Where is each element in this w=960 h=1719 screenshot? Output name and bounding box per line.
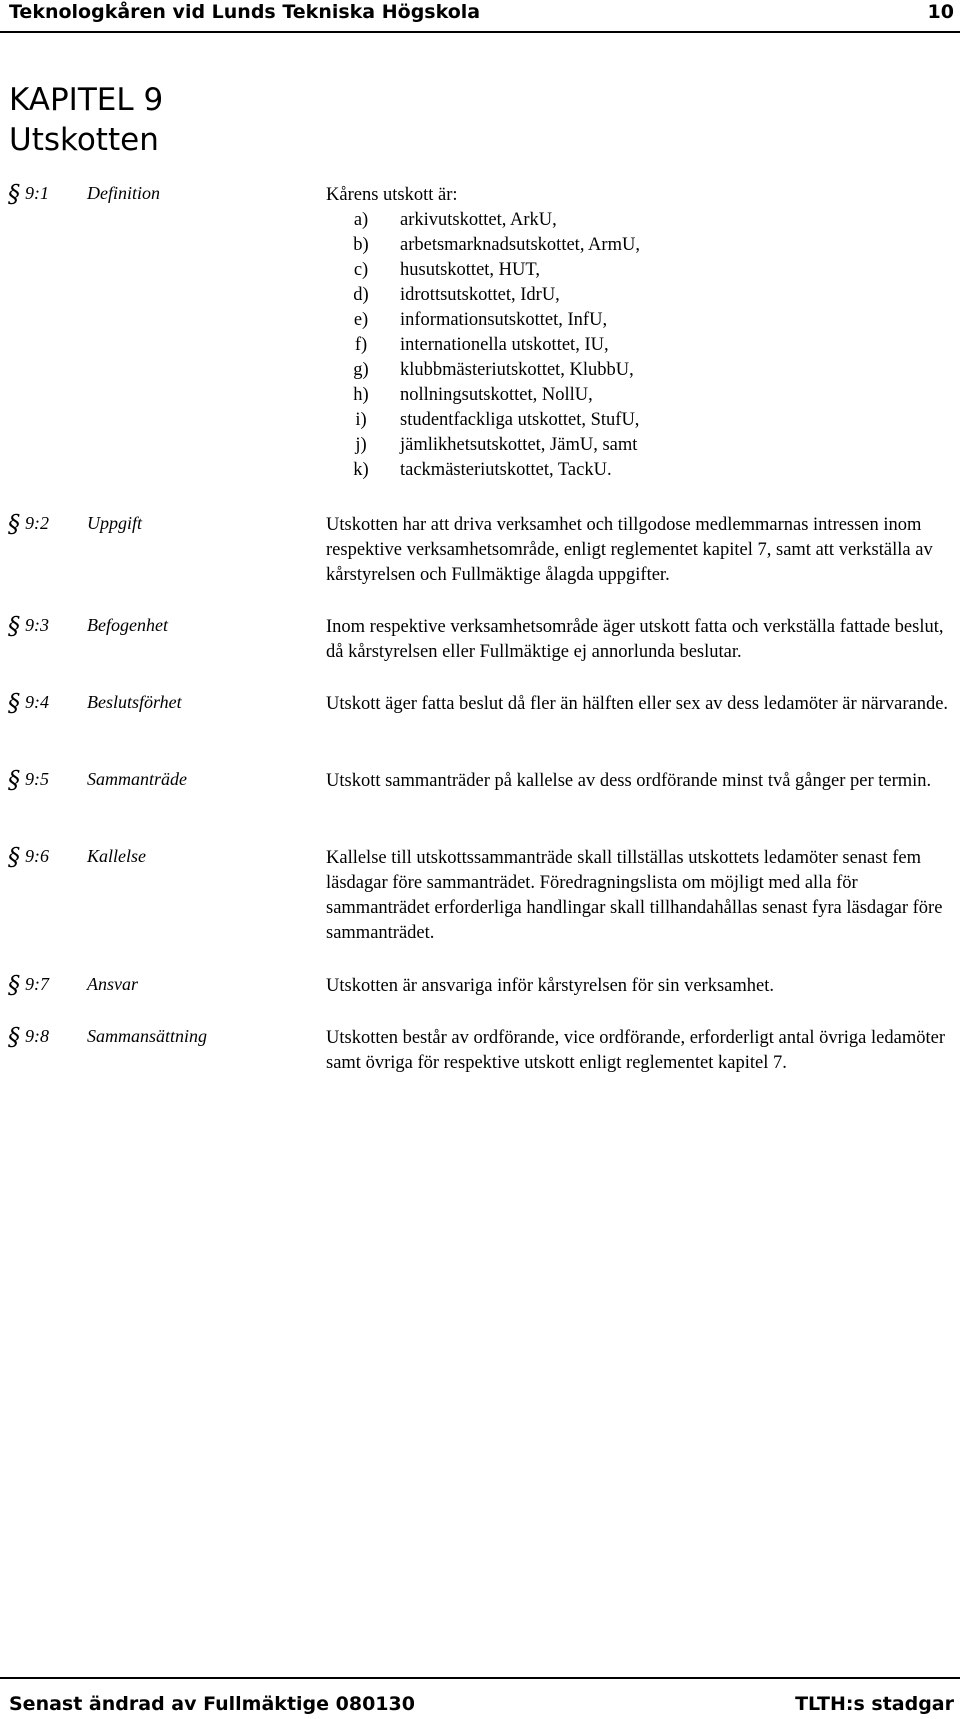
page-header — [0, 0, 960, 32]
list-label: d) — [353, 285, 369, 305]
section-sign: § — [8, 766, 20, 794]
list-text: arbetsmarknadsutskottet, ArmU, — [400, 235, 640, 255]
section-text: Utskott äger fatta beslut då fler än hälften eller sex av dess ledamöter är närvarande. — [326, 694, 949, 714]
footer-revision-note: Senast ändrad av Fullmäktige 080130 — [9, 1693, 415, 1715]
section-number: 9:3 — [25, 615, 49, 635]
list-item — [326, 283, 958, 308]
chapter-heading — [9, 80, 163, 160]
list-item — [326, 308, 958, 333]
list-item — [326, 258, 958, 283]
section-title: Kallelse — [87, 846, 146, 866]
section-intro: Kårens utskott är: — [326, 185, 458, 205]
list-item — [326, 358, 958, 383]
list-text: tackmästeriutskottet, TackU. — [400, 460, 612, 480]
header-title: Teknologkåren vid Lunds Tekniska Högskola — [9, 1, 481, 23]
list-text: husutskottet, HUT, — [400, 260, 540, 280]
section-number: 9:5 — [25, 769, 49, 789]
list-label: i) — [355, 410, 367, 430]
list-text: arkivutskottet, ArkU, — [400, 210, 557, 230]
list-label: g) — [353, 360, 369, 380]
section-sign: § — [8, 843, 20, 871]
page-number: 10 — [927, 1, 954, 23]
list-text: informationsutskottet, InfU, — [400, 310, 608, 330]
list-item — [326, 383, 958, 408]
list-label: k) — [353, 460, 369, 480]
section-title: Uppgift — [87, 513, 143, 533]
list-label: a) — [353, 210, 369, 230]
section-number: 9:8 — [25, 1026, 49, 1046]
section-body — [326, 183, 958, 483]
list-label: c) — [353, 260, 369, 280]
section-text: Utskott sammanträder på kallelse av dess ordförande minst två gånger per termin. — [326, 771, 932, 791]
list-text: klubbmästeriutskottet, KlubbU, — [400, 360, 634, 380]
section-number: 9:1 — [25, 183, 49, 203]
section-sign: § — [8, 971, 20, 999]
section-sign: § — [8, 510, 20, 538]
section-sign: § — [8, 689, 20, 717]
list-label: e) — [353, 310, 369, 330]
list-item — [326, 458, 958, 483]
section-sign: § — [8, 1023, 20, 1051]
header-rule — [0, 31, 960, 33]
list-item — [326, 233, 958, 258]
section-title: Definition — [87, 183, 160, 203]
section-title: Befogenhet — [87, 615, 168, 635]
section-sign: § — [8, 612, 20, 640]
section-number: 9:2 — [25, 513, 49, 533]
list-item — [326, 408, 958, 433]
list-item — [326, 333, 958, 358]
list-item — [326, 433, 958, 458]
footer-rule — [0, 1677, 960, 1679]
section-title: Sammanträde — [87, 769, 187, 789]
footer-document-name: TLTH:s stadgar — [795, 1693, 954, 1715]
list-text: nollningsutskottet, NollU, — [400, 385, 593, 405]
section-number: 9:7 — [25, 974, 49, 994]
page-footer — [0, 1677, 960, 1719]
list-text: jämlikhetsutskottet, JämU, samt — [400, 435, 638, 455]
section-number: 9:4 — [25, 692, 49, 712]
section-text: Utskotten är ansvariga inför kårstyrelsen för sin verksamhet. — [326, 976, 774, 996]
list-label: h) — [353, 385, 369, 405]
section-sign: § — [8, 180, 20, 208]
committee-list — [326, 208, 958, 483]
list-item — [326, 208, 958, 233]
list-label: f) — [354, 335, 368, 355]
chapter-label: KAPITEL 9 — [9, 82, 164, 118]
section-text: Kallelse till utskottssammanträde skall tillställas utskottets ledamöter senast fem läsdagar före sammanträdet. Föredragningslista om möjligt med alla för sammanträdet erforderliga handlingar skall tillhandahållas senast fyra läsdagar före sammanträdet. — [326, 848, 943, 943]
section-title: Beslutsförhet — [87, 692, 182, 712]
section-title: Sammansättning — [87, 1026, 208, 1046]
section-text: Utskotten har att driva verksamhet och tillgodose medlemmarnas intressen inom respektive verksamhetsområde, enligt reglementet kapitel 7, samt att verkställa av kårstyrelsen och Fullmäktige ålagda uppgifter. — [326, 515, 933, 585]
section-title: Ansvar — [87, 974, 138, 994]
section-text: Inom respektive verksamhetsområde äger utskott fatta och verkställa fattade beslut, då kårstyrelsen eller Fullmäktige ej annorlunda beslutar. — [326, 617, 944, 662]
list-label: j) — [355, 435, 367, 455]
list-label: b) — [353, 235, 369, 255]
list-text: internationella utskottet, IU, — [400, 335, 609, 355]
section-text: Utskotten består av ordförande, vice ordförande, erforderligt antal övriga ledamöter samt övriga för respektive utskott enligt reglementet kapitel 7. — [326, 1028, 945, 1073]
list-text: studentfackliga utskottet, StufU, — [400, 410, 640, 430]
chapter-title: Utskotten — [9, 122, 159, 158]
list-text: idrottsutskottet, IdrU, — [400, 285, 560, 305]
section-number: 9:6 — [25, 846, 49, 866]
